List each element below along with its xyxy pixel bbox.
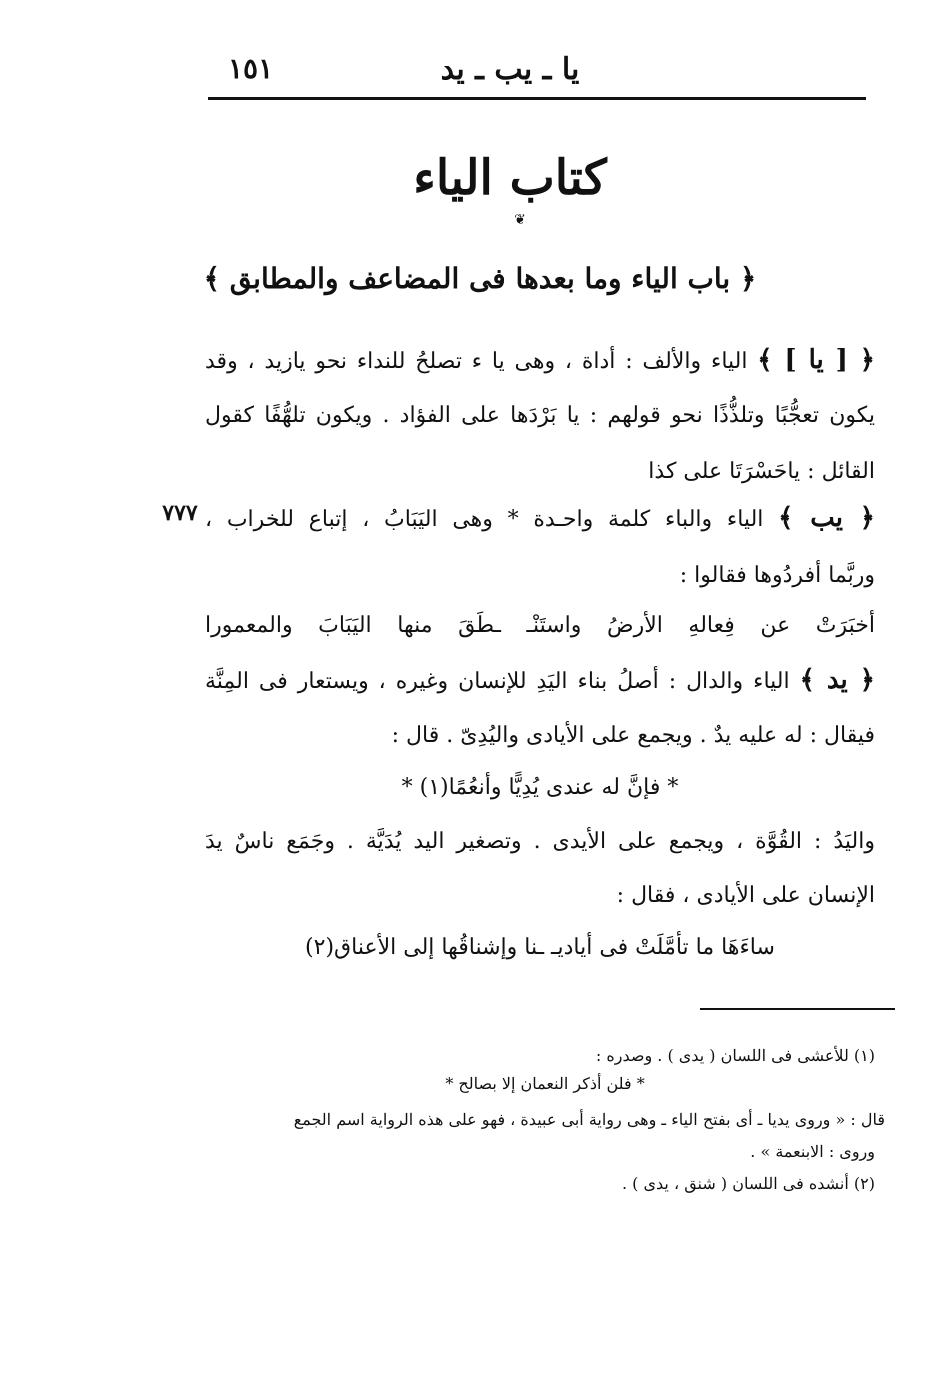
book-title: كتاب الياء bbox=[413, 150, 607, 206]
entry-yad-line-4: الإنسان على الأيادى ، فقال : bbox=[616, 883, 875, 908]
entry-yad-text-1: الياء والدال : أصلُ بناء اليَدِ للإنسان وغيره ، ويستعار فى المِنَّة bbox=[205, 669, 790, 694]
entry-yad-line-1 bbox=[205, 660, 875, 702]
page-number: ١٥١ bbox=[228, 52, 274, 85]
footnote-1-line-4: وروى : الابنعمة » . bbox=[750, 1142, 875, 1161]
entry-yab-verse: أخبَرَتْ عن فِعالهِ الأرضُ واستَنْـ ـطَقَ منها اليَبَابَ والمعمورا bbox=[205, 613, 875, 638]
chapter-heading: ﴿ باب الياء وما بعدها فى المضاعف والمطابق ﴾ bbox=[203, 262, 757, 295]
entry-yab-text-1: الياء والباء كلمة واحـدة * وهى اليَبَابُ ، إتباع للخراب ، bbox=[205, 507, 764, 532]
entry-ya-line-3: القائل : ياحَسْرَتَا على كذا bbox=[648, 459, 875, 484]
entry-yad-line-2: فيقال : له عليه يدٌ . ويجمع على الأيادى واليُدِىّ . قال : bbox=[391, 723, 875, 748]
footnote-1-line-1: (١) للأعشى فى اللسان ( يدى ) . وصدره : bbox=[595, 1046, 875, 1065]
entry-yab-line-1 bbox=[205, 498, 875, 540]
ornament-icon: ❦ bbox=[514, 212, 526, 228]
footnote-2-line-1: (٢) أنشده فى اللسان ( شنق ، يدى ) . bbox=[622, 1174, 875, 1193]
entry-yad-verse-2: ساءَهَا ما تأمَّلَتْ فى أياديـ ـنا وإشناقُها إلى الأعناق(٢) bbox=[305, 935, 775, 960]
entry-ya-line-2: يكون تعجُّبًا وتلذُّذًا نحو قولهم : يا بَرْدَها على الفؤاد . ويكون تلهُّفًا كقول bbox=[205, 403, 875, 428]
entry-yad-line-3: واليَدُ : القُوَّة ، ويجمع على الأيدى . وتصغير اليد يُدَيَّة . وجَمَع ناسٌ يدَ bbox=[205, 829, 875, 854]
entry-yab-keyword: ﴿ يب ﴾ bbox=[778, 503, 876, 533]
footnote-1-line-3: قال : « وروى يديا ـ أى بفتح الياء ـ وهى رواية أبى عبيدة ، فهو على هذه الرواية اسم الجمع bbox=[293, 1110, 885, 1129]
entry-ya-line-1 bbox=[205, 340, 875, 382]
entry-ya-keyword: ﴿ [ يا ] ﴾ bbox=[757, 345, 875, 375]
entry-ya-text-1: الياء والألف : أداة ، وهى يا ء تصلحُ للنداء نحو يازيد ، وقد bbox=[205, 349, 748, 374]
margin-number: ٧٧٧ bbox=[162, 500, 198, 526]
entry-yad-verse-1: * فإنَّ له عندى يُدِيًّا وأنعُمًا(١) * bbox=[401, 775, 679, 800]
running-header-title: يا ـ يب ـ يد bbox=[440, 52, 580, 87]
footnote-rule bbox=[700, 1008, 895, 1010]
footnote-1-line-2: * فلن أذكر النعمان إلا بصالح * bbox=[445, 1074, 645, 1093]
entry-yad-keyword: ﴿ يد ﴾ bbox=[799, 665, 875, 695]
entry-yab-line-2: وربَّما أفردُوها فقالوا : bbox=[679, 563, 875, 588]
header-rule bbox=[208, 97, 866, 100]
